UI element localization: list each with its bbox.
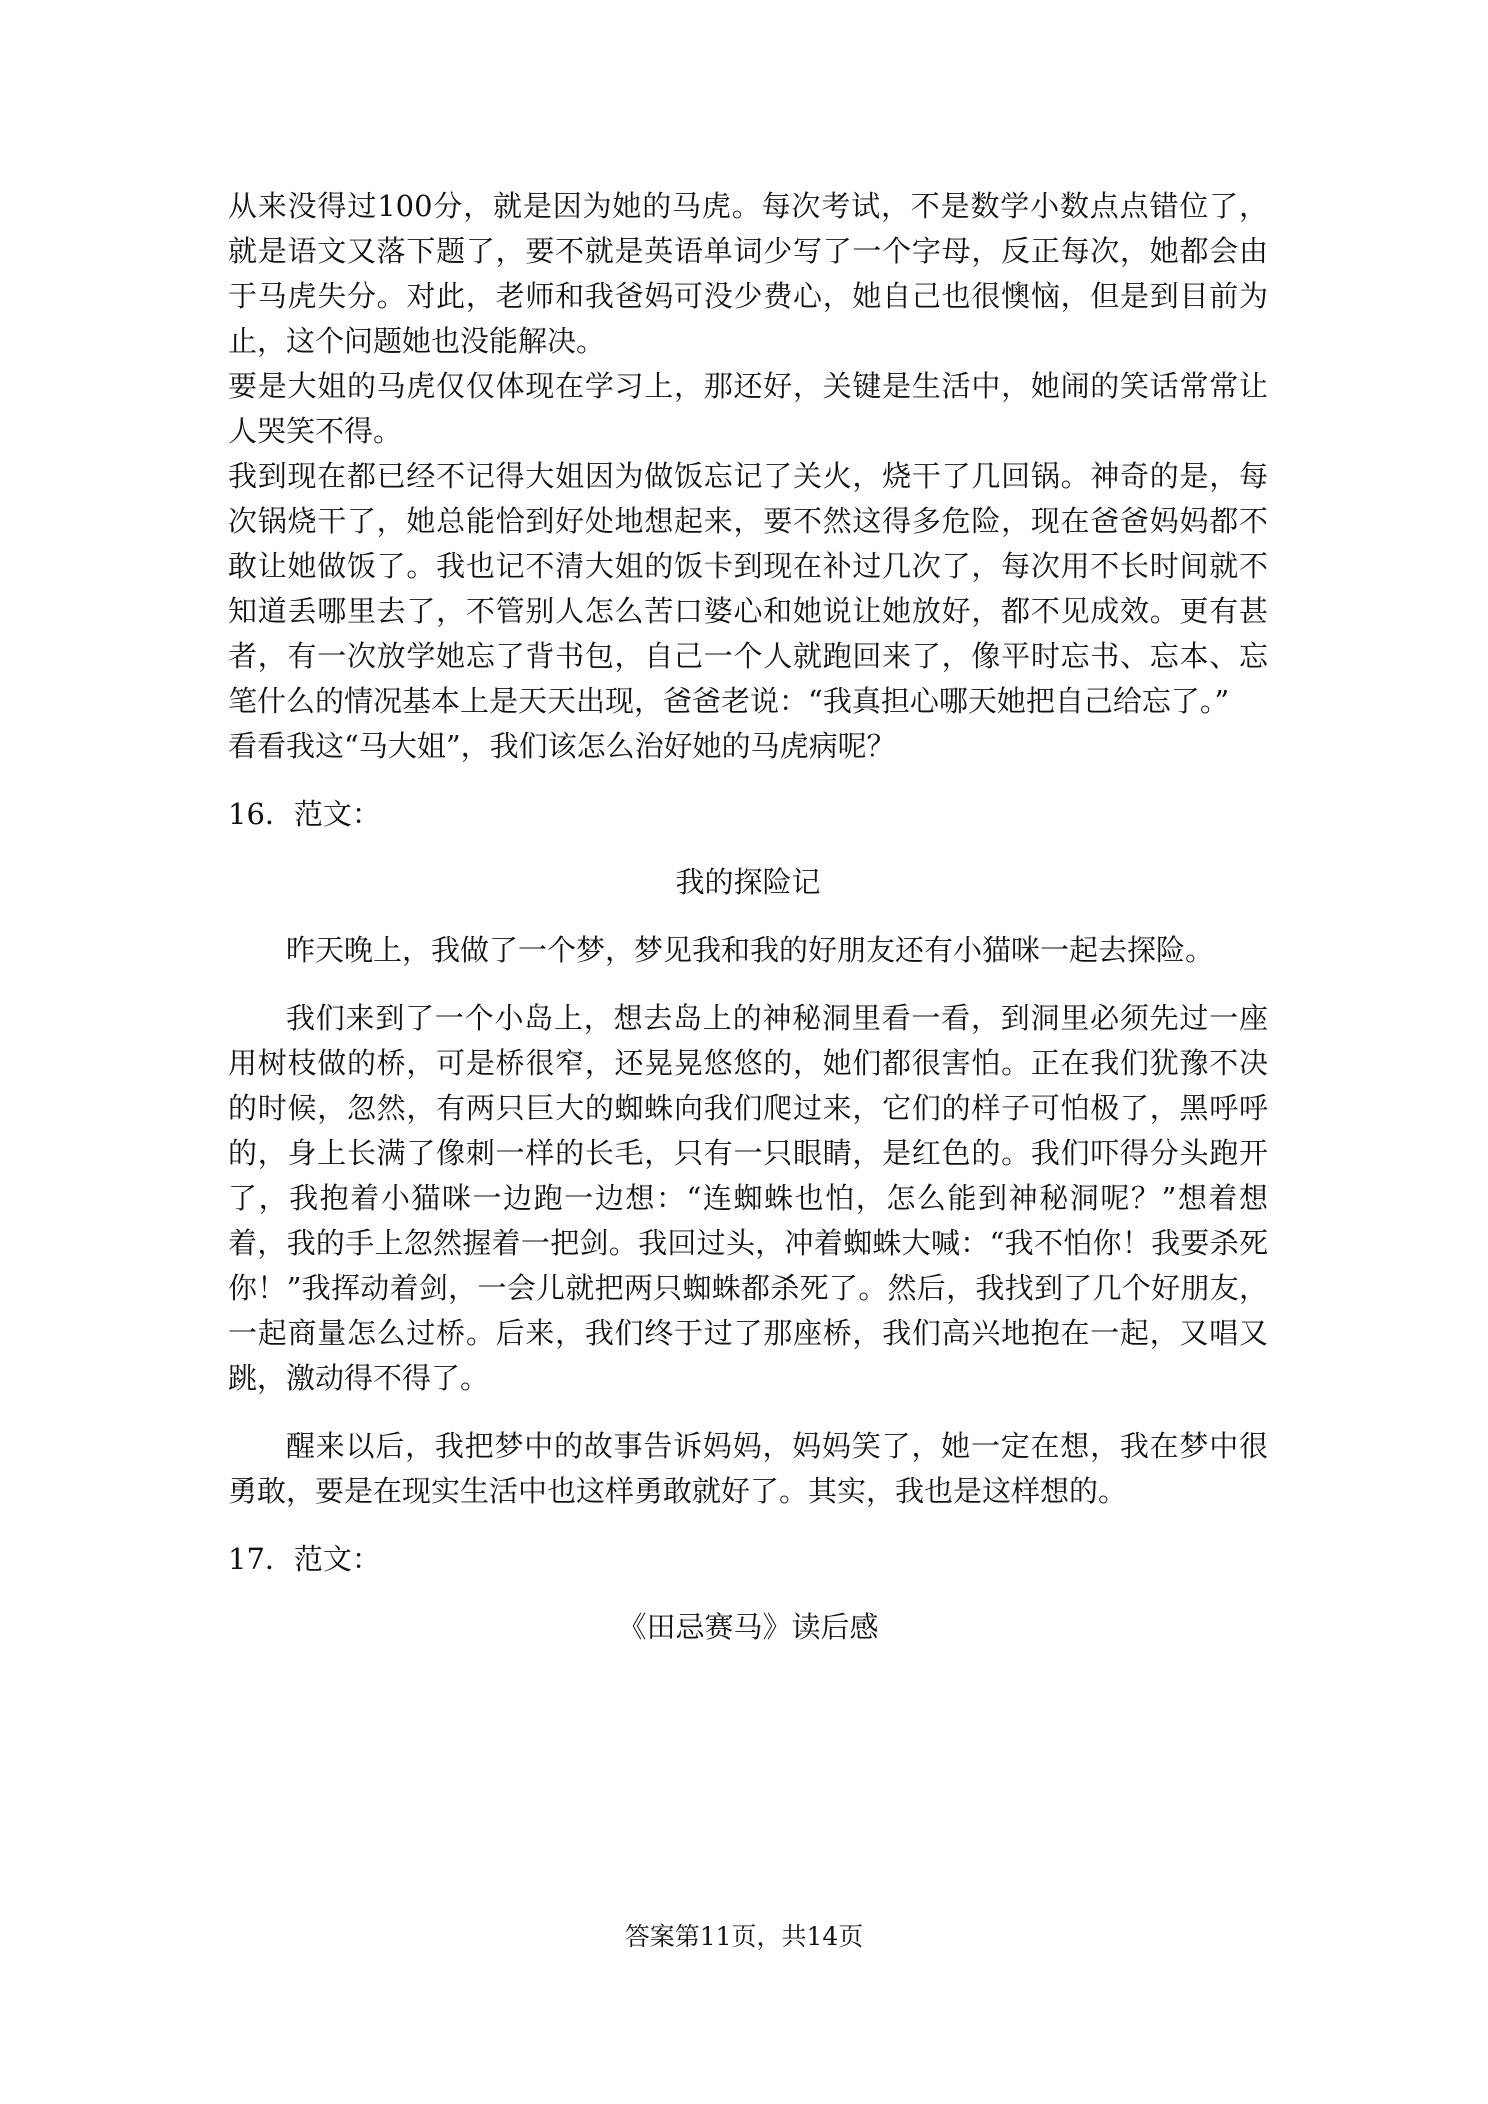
essay-16-paragraph-1: 昨天晚上，我做了一个梦，梦见我和我的好朋友还有小猫咪一起去探险。	[286, 933, 1215, 967]
answer-content	[228, 184, 1268, 1673]
page-footer: 答案第11页，共14页	[624, 1922, 864, 1951]
essay-16-paragraph-3: 醒来以后，我把梦中的故事告诉妈妈，妈妈笑了，她一定在想，我在梦中很勇敢，要是在现实生活中也这样勇敢就好了。其实，我也是这样想的。	[228, 1429, 1268, 1508]
continuation-paragraph-2: 要是大姐的马虎仅仅体现在学习上，那还好，关键是生活中，她闹的笑话常常让人哭笑不得。	[228, 369, 1268, 448]
essay-17-title: 《田忌赛马》读后感	[617, 1610, 879, 1644]
essay-16-paragraph-2: 我们来到了一个小岛上，想去岛上的神秘洞里看一看，到洞里必须先过一座用树枝做的桥，可是桥很窄，还晃晃悠悠的，她们都很害怕。正在我们犹豫不决的时候，忽然，有两只巨大的蜘蛛向我们爬过来，它们的样子可怕极了，黑呼呼的，身上长满了像刺一样的长毛，只有一只眼睛，是红色的。我们吓得分头跑开了，我抱着小猫咪一边跑一边想：“连蜘蛛也怕，怎么能到神秘洞呢？”想着想着，我的手上忽然握着一把剑。我回过头，冲着蜘蛛大喊：“我不怕你！我要杀死你！”我挥动着剑，一会儿就把两只蜘蛛都杀死了。然后，我找到了几个好朋友，一起商量怎么过桥。后来，我们终于过了那座桥，我们高兴地抱在一起，又唱又跳，激动得不得了。	[228, 1001, 1268, 1395]
continuation-paragraph-4: 看看我这“马大姐”，我们该怎么治好她的马虎病呢？	[228, 729, 896, 763]
continuation-paragraph-1: 从来没得过100分，就是因为她的马虎。每次考试，不是数学小数点点错位了，就是语文又落下题了，要不就是英语单词少写了一个字母，反正每次，她都会由于马虎失分。对此，老师和我爸妈可没少费心，她自己也很懊恼，但是到目前为止，这个问题她也没能解决。	[228, 189, 1268, 358]
question-16-label: 16．范文：	[228, 797, 381, 831]
essay-16-title: 我的探险记	[675, 865, 821, 899]
question-17-label: 17．范文：	[228, 1542, 381, 1576]
continuation-paragraph-3: 我到现在都已经不记得大姐因为做饭忘记了关火，烧干了几回锅。神奇的是，每次锅烧干了，她总能恰到好处地想起来，要不然这得多危险，现在爸爸妈妈都不敢让她做饭了。我也记不清大姐的饭卡到现在补过几次了，每次用不长时间就不知道丢哪里去了，不管别人怎么苦口婆心和她说让她放好，都不见成效。更有甚者，有一次放学她忘了背书包，自己一个人就跑回来了，像平时忘书、忘本、忘笔什么的情况基本上是天天出现，爸爸老说：“我真担心哪天她把自己给忘了。”	[228, 459, 1268, 718]
